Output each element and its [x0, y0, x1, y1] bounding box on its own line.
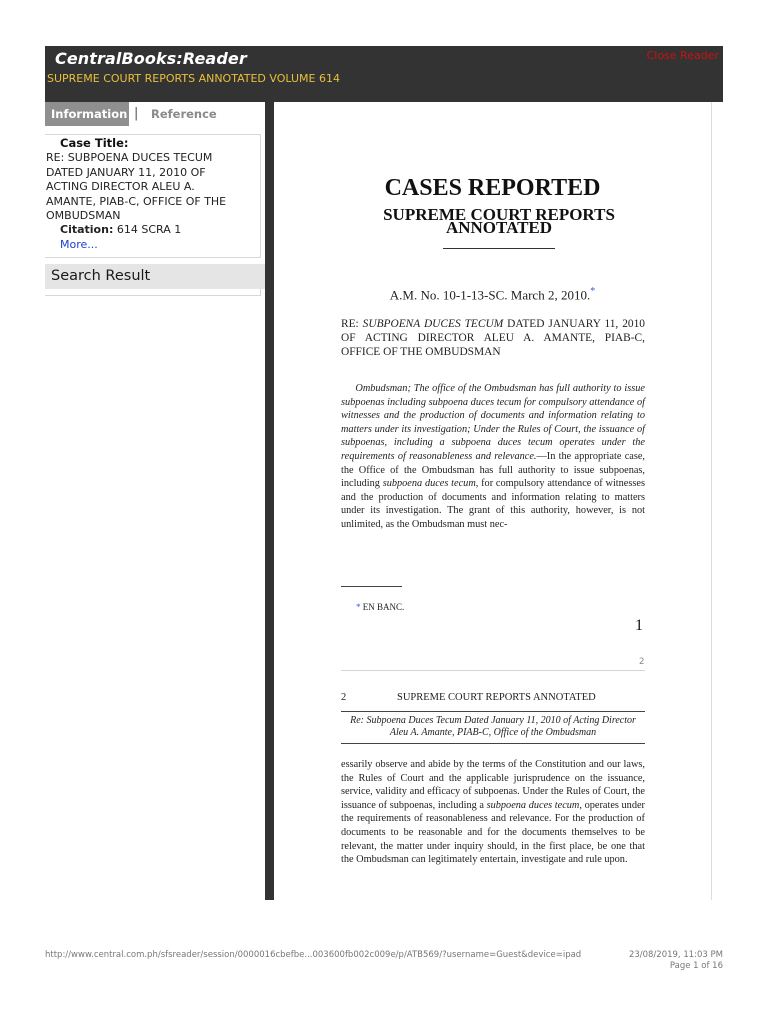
page-marker: 2 [639, 657, 645, 667]
heading-rule [443, 248, 555, 249]
page-number: 1 [635, 617, 643, 634]
case-info-panel [45, 134, 261, 258]
sidebar-tabs [45, 102, 265, 126]
footnote-rule [341, 586, 402, 587]
document-right-border [711, 102, 712, 900]
search-result-panel [45, 289, 261, 296]
footnote-mark: * [356, 602, 361, 612]
syllabus-text-italic: subpoena duces tecum [382, 478, 476, 490]
citation-label: Citation: [60, 223, 114, 236]
reader-header [45, 46, 723, 102]
case-title-line: AMANTE, PIAB-C, OFFICE OF THE [46, 194, 227, 208]
syllabus-text-end: , for compulsory attendance of witnesses and the production of documents and information relating to matters under its investigation. The grant of this authority, however, is not unlimited, as the Ombudsman must nec- [341, 478, 645, 530]
case-number [274, 286, 711, 303]
footer-url: http://www.central.com.ph/sfsreader/session/0000016cbefbe...003600fb002c009e/p/ATB569/?username=Guest&device=ipad [45, 950, 582, 960]
footer-datetime: 23/08/2019, 11:03 PM [628, 950, 723, 960]
tab-separator: | [134, 106, 139, 121]
volume-title: SUPREME COURT REPORTS ANNOTATED VOLUME 614 [47, 72, 340, 85]
page2-body-text: essarily observe and abide by the terms of the Constitution and our laws, the Rules of Court and the applicable jurisprudence on the issuance, service, validity and efficacy of subpoenas. Under the Rules of Court, the issuance of subpoenas, including a [341, 759, 645, 811]
page-separator [341, 670, 645, 671]
footnote-link[interactable]: * [590, 286, 596, 297]
case-title-line: DATED JANUARY 11, 2010 OF [46, 165, 206, 179]
page2-body [341, 758, 645, 867]
footer-page-info: Page 1 of 16 [669, 961, 723, 971]
case-title-line: RE: SUBPOENA DUCES TECUM [46, 151, 213, 164]
case-caption-prefix: RE: [341, 318, 363, 330]
pane-splitter[interactable] [265, 102, 274, 900]
citation-row [60, 223, 181, 236]
citation-value: 614 SCRA 1 [116, 223, 182, 236]
page2-body-italic: subpoena duces tecum [486, 799, 580, 811]
page2-number: 2 [341, 692, 347, 703]
document-pane [274, 102, 711, 900]
footnote-text: EN BANC. [360, 602, 405, 612]
page2-rule-bottom [341, 743, 645, 744]
tab-information[interactable]: Information [45, 102, 129, 126]
case-caption [341, 317, 645, 359]
tab-reference[interactable]: Reference [151, 107, 217, 121]
case-title-value [46, 151, 258, 224]
syllabus-paragraph [341, 382, 645, 532]
case-title-line: ACTING DIRECTOR ALEU A. [46, 180, 195, 193]
syllabus-text: —In the appropriate case, the Office of the Ombudsman has full authority to issue subpoenas, including [341, 450, 645, 490]
footnote [356, 602, 404, 612]
page2-subhead: Re: Subpoena Duces Tecum Dated January 11, 2010 of Acting Director Aleu A. Amante, PIAB-C, Office of the Ombudsman [350, 715, 636, 738]
document-subheading: SUPREME COURT REPORTS ANNOTATED [383, 205, 615, 237]
syllabus-italic: Ombudsman; The office of the Ombudsman has full authority to issue subpoenas including subpoena duces tecum for compulsory attendance of witnesses and the production of documents and information relating to matters under its investigation; Under the Rules of Court, the issuance of subpoenas, including a subpoena duces tecum operates under the requirements of reasonableness and relevance. [341, 383, 645, 462]
case-number-text: A.M. No. 10-1-13-SC. March 2, 2010. [389, 287, 591, 303]
case-caption-rest: DATED JANUARY 11, 2010 OF ACTING DIRECTOR ALEU A. AMANTE, PIAB-C, OFFICE OF THE OMBUDSMAN [341, 318, 645, 358]
case-title-line: OMBUDSMAN [46, 209, 121, 222]
search-result-header[interactable]: Search Result [45, 264, 265, 289]
case-caption-italic: SUBPOENA DUCES TECUM [362, 318, 504, 330]
document-heading: CASES REPORTED [384, 175, 601, 201]
page2-body-text-end: , operates under the requirements of reasonableness and relevance. For the production of documents to be reasonable and for the documents themselves to be relevant, the matter under inquiry should, in the first place, be one that the Ombudsman can legitimately entertain, investigate and rule upon. [341, 799, 645, 866]
close-reader-link[interactable]: Close Reader [646, 49, 719, 62]
more-link[interactable]: More... [60, 238, 98, 251]
case-title-label: Case Title: [60, 136, 129, 150]
app-title: CentralBooks:Reader [55, 49, 247, 68]
page2-running-head: SUPREME COURT REPORTS ANNOTATED [397, 692, 596, 703]
page2-rule-top [341, 711, 645, 712]
